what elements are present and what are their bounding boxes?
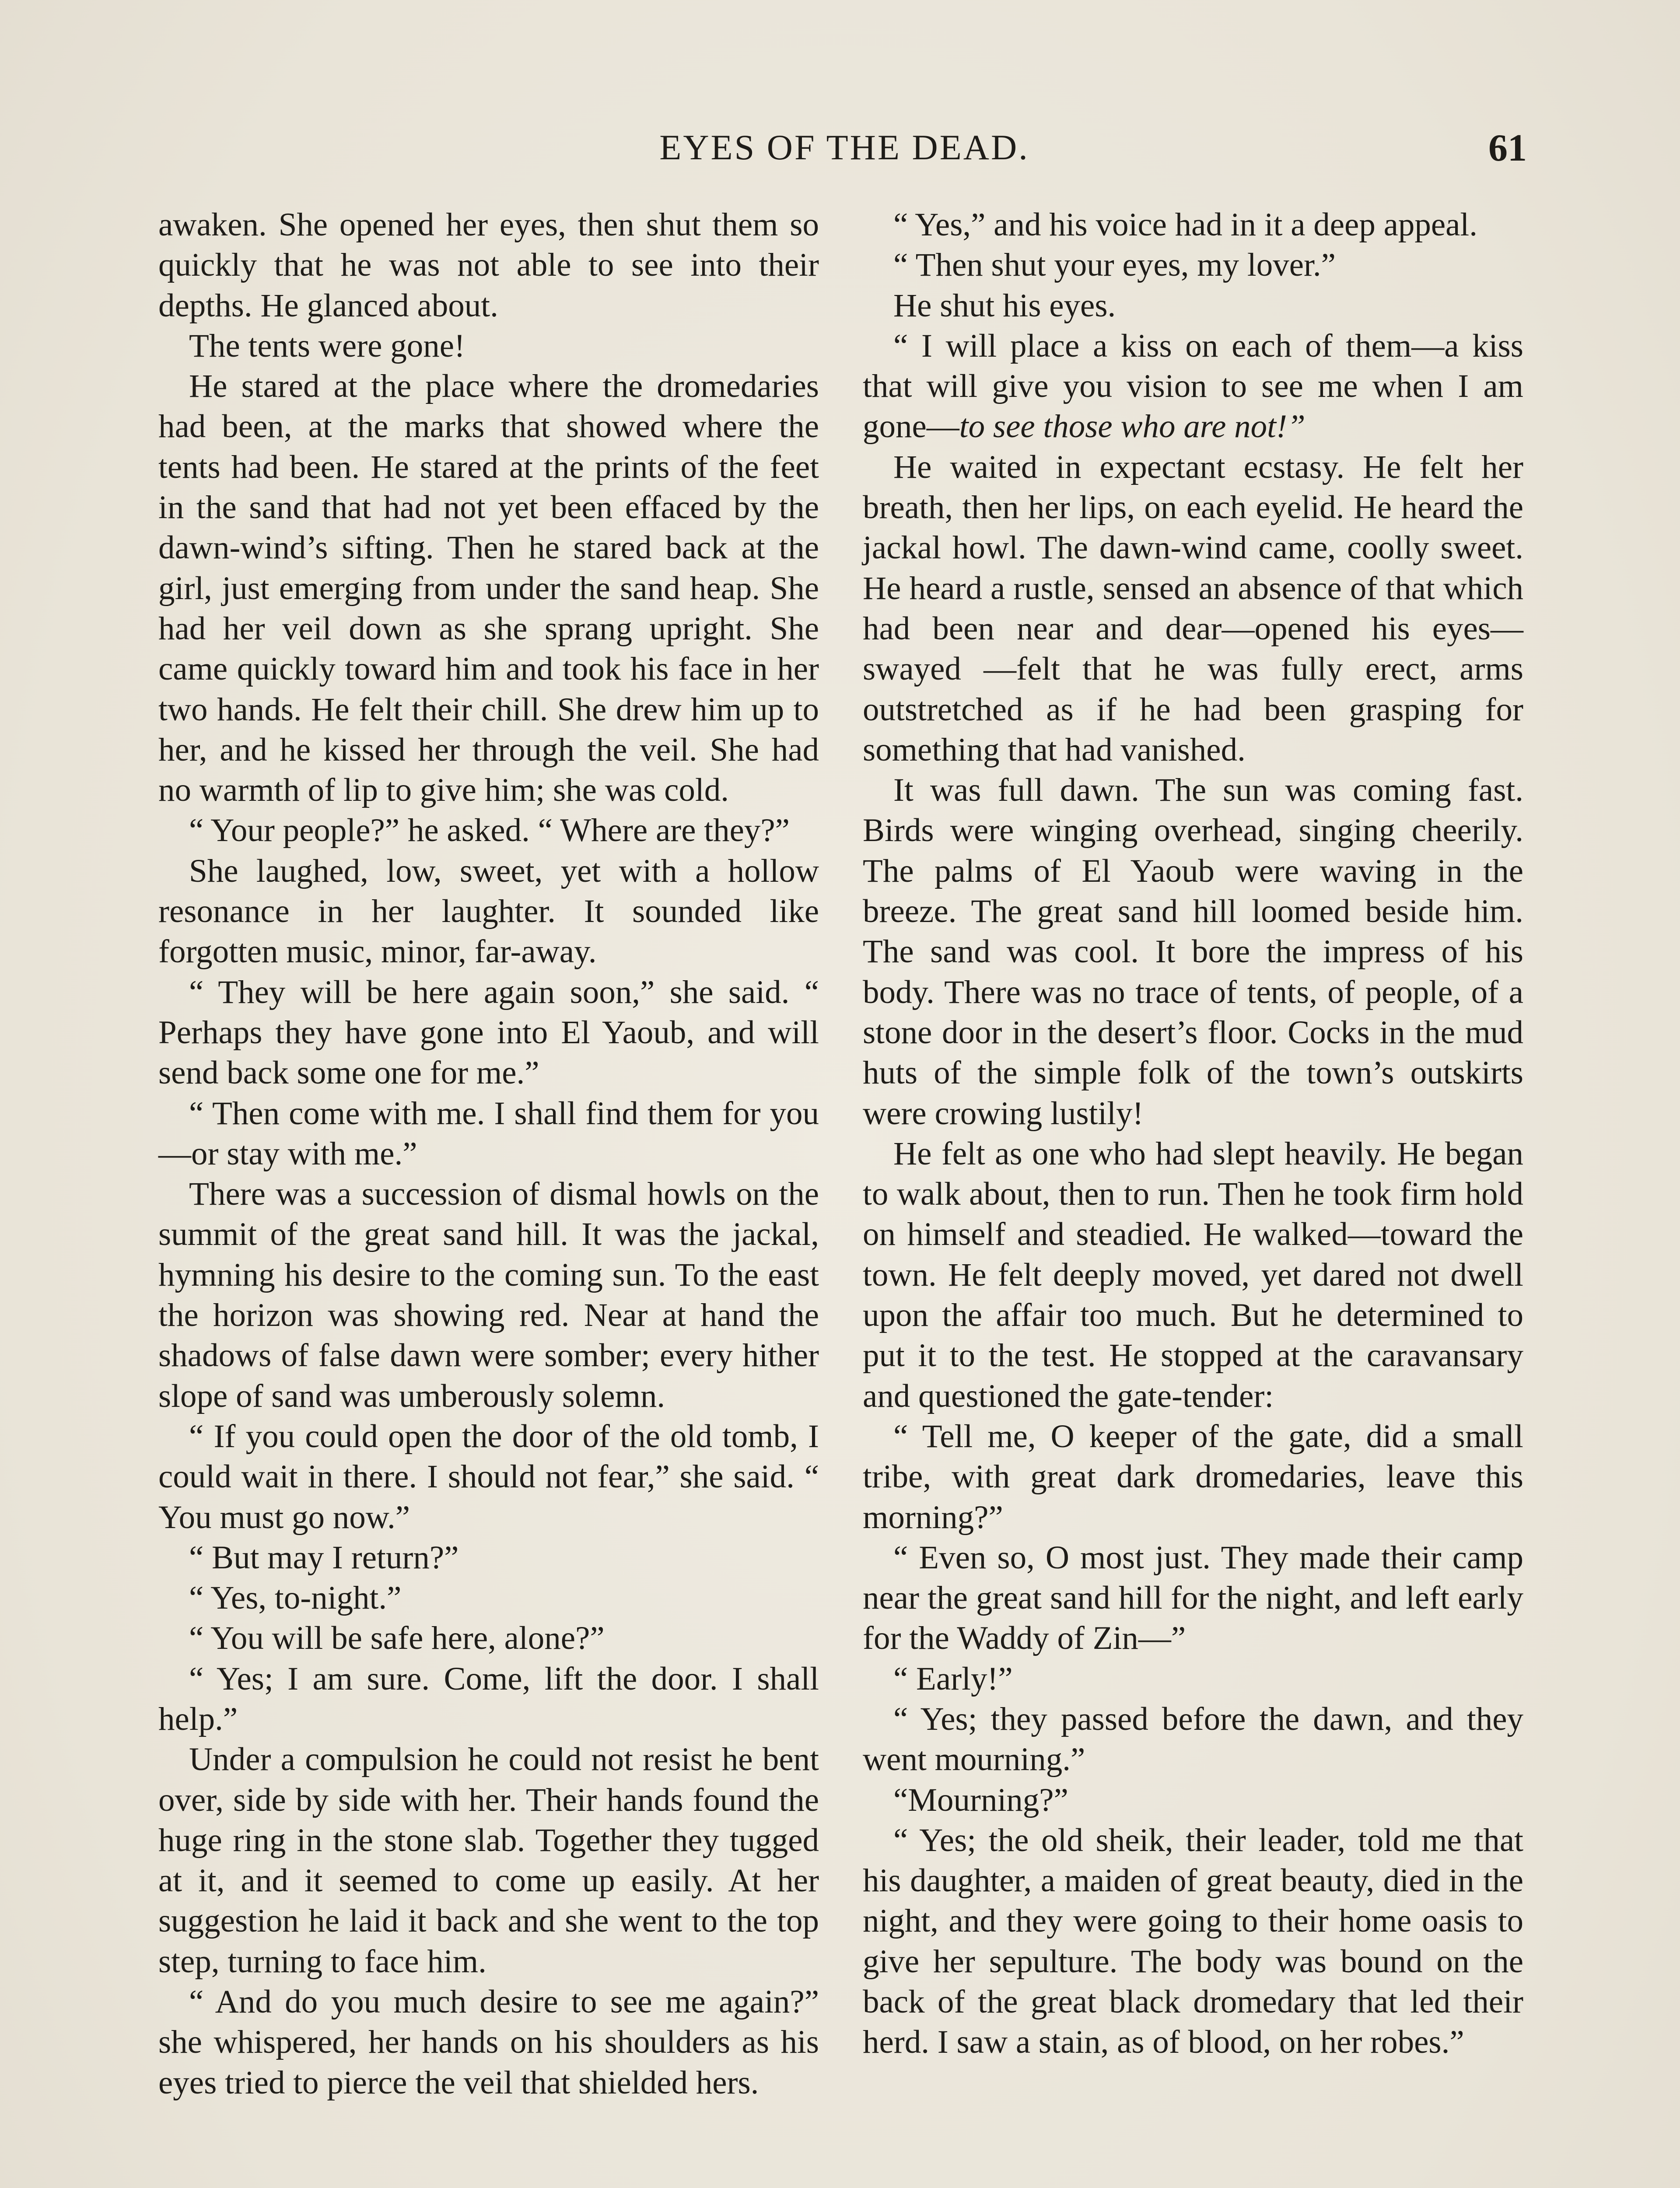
italic-text: to see those who are not!” [959,408,1306,445]
paragraph: “ You will be safe here, alone?” [189,1620,605,1657]
paragraph: “ They will be here again soon,” she said. “ Perhaps they have gone into El Yaoub, and will send back some one for me.” [158,974,819,1091]
paragraph-text: “ I will place a kiss on each of them—a kiss that will give you vision to see me when I am gone— [863,327,1523,445]
paragraph [863,326,1523,447]
running-title: EYES OF THE DEAD. [659,127,1029,167]
paragraph: “Mourning?” [893,1781,1068,1818]
paragraph: “ If you could open the door of the old tomb, I could wait in there. I should not fear,” she said. “ You must go now.” [158,1418,819,1536]
paragraph: awaken. She opened her eyes, then shut them so quickly that he was not able to see into their depths. He glanced about. [158,207,819,324]
paragraph: He shut his eyes. [893,287,1116,324]
paragraph: He waited in expectant ecstasy. He felt her breath, then her lips, on each eyelid. He heard the jackal howl. The dawn-wind came, coolly sweet. He heard a rustle, sensed an absence of that which had been near and dear—opened his eyes—swayed —felt that he was fully erect, arms outstretched as if he had been grasping for something that had vanished. [863,449,1523,768]
page-header [162,127,1527,179]
paragraph: “ Yes; I am sure. Come, lift the door. I shall help.” [158,1660,819,1737]
paragraph: “ Your people?” he asked. “ Where are they?” [189,812,790,849]
paragraph: He felt as one who had slept heavily. He began to walk about, then to run. Then he took firm hold on himself and steadied. He walked—toward the town. He felt deeply moved, yet dared not dwell upon the affair too much. But he determined to put it to the test. He stopped at the caravansary and questioned the gate-tender: [863,1135,1523,1414]
paragraph: “ Tell me, O keeper of the gate, did a small tribe, with great dark dromedaries, leave this morning?” [863,1418,1523,1536]
left-column [158,205,819,2103]
paragraph: She laughed, low, sweet, yet with a hollow resonance in her laughter. It sounded like forgotten music, minor, far-away. [158,852,819,970]
paragraph: He stared at the place where the dromedaries had been, at the marks that showed where the tents had been. He stared at the prints of the feet in the sand that had not yet been effaced by the dawn-wind’s sifting. Then he stared back at the girl, just emerging from under the sand heap. She had her veil down as she sprang upright. She came quickly toward him and took his face in her two hands. He felt their chill. She drew him up to her, and he kissed her through the veil. She had no warmth of lip to give him; she was cold. [158,368,819,809]
paragraph: “ Yes; the old sheik, their leader, told me that his daughter, a maiden of great beauty, died in the night, and they were going to their home oasis to give her sepulture. The body was bound on the back of the great black dromedary that led their herd. I saw a stain, as of blood, on her robes.” [863,1822,1523,2061]
paragraph: It was full dawn. The sun was coming fast. Birds were winging overhead, singing cheerily. The palms of El Yaoub were waving in the breeze. The great sand hill loomed beside him. The sand was cool. It bore the impress of his body. There was no trace of tents, of people, of a stone door in the desert’s floor. Cocks in the mud huts of the simple folk of the town’s outskirts were crowing lustily! [863,772,1523,1132]
paragraph: Under a compulsion he could not resist he bent over, side by side with her. Their hands found the huge ring in the stone slab. Together they tugged at it, and it seemed to come up easily. At her suggestion he laid it back and she went to the top step, turning to face him. [158,1741,819,1980]
right-column [863,205,1523,2063]
paragraph: “ Yes, to-night.” [189,1580,402,1616]
paragraph: “ Early!” [893,1660,1013,1697]
paragraph: “ Yes; they passed before the dawn, and they went mourning.” [863,1701,1523,1778]
paragraph: There was a succession of dismal howls on the summit of the great sand hill. It was the jackal, hymning his desire to the coming sun. To the east the horizon was showing red. Near at hand the shadows of false dawn were somber; every hither slope of sand was umberously solemn. [158,1176,819,1414]
paragraph: “ Yes,” and his voice had in it a deep appeal. [893,207,1478,243]
paragraph: “ Even so, O most just. They made their camp near the great sand hill for the night, and left early for the Waddy of Zin—” [863,1539,1523,1657]
paragraph: “ And do you much desire to see me again?” she whispered, her hands on his shoulders as his eyes tried to pierce the veil that shielded hers. [158,1984,819,2101]
paragraph: “ Then come with me. I shall find them for you—or stay with me.” [158,1095,819,1172]
paragraph: “ Then shut your eyes, my lover.” [893,247,1336,284]
paragraph: The tents were gone! [189,327,465,364]
paragraph: “ But may I return?” [189,1539,459,1576]
page-number: 61 [1488,127,1527,169]
